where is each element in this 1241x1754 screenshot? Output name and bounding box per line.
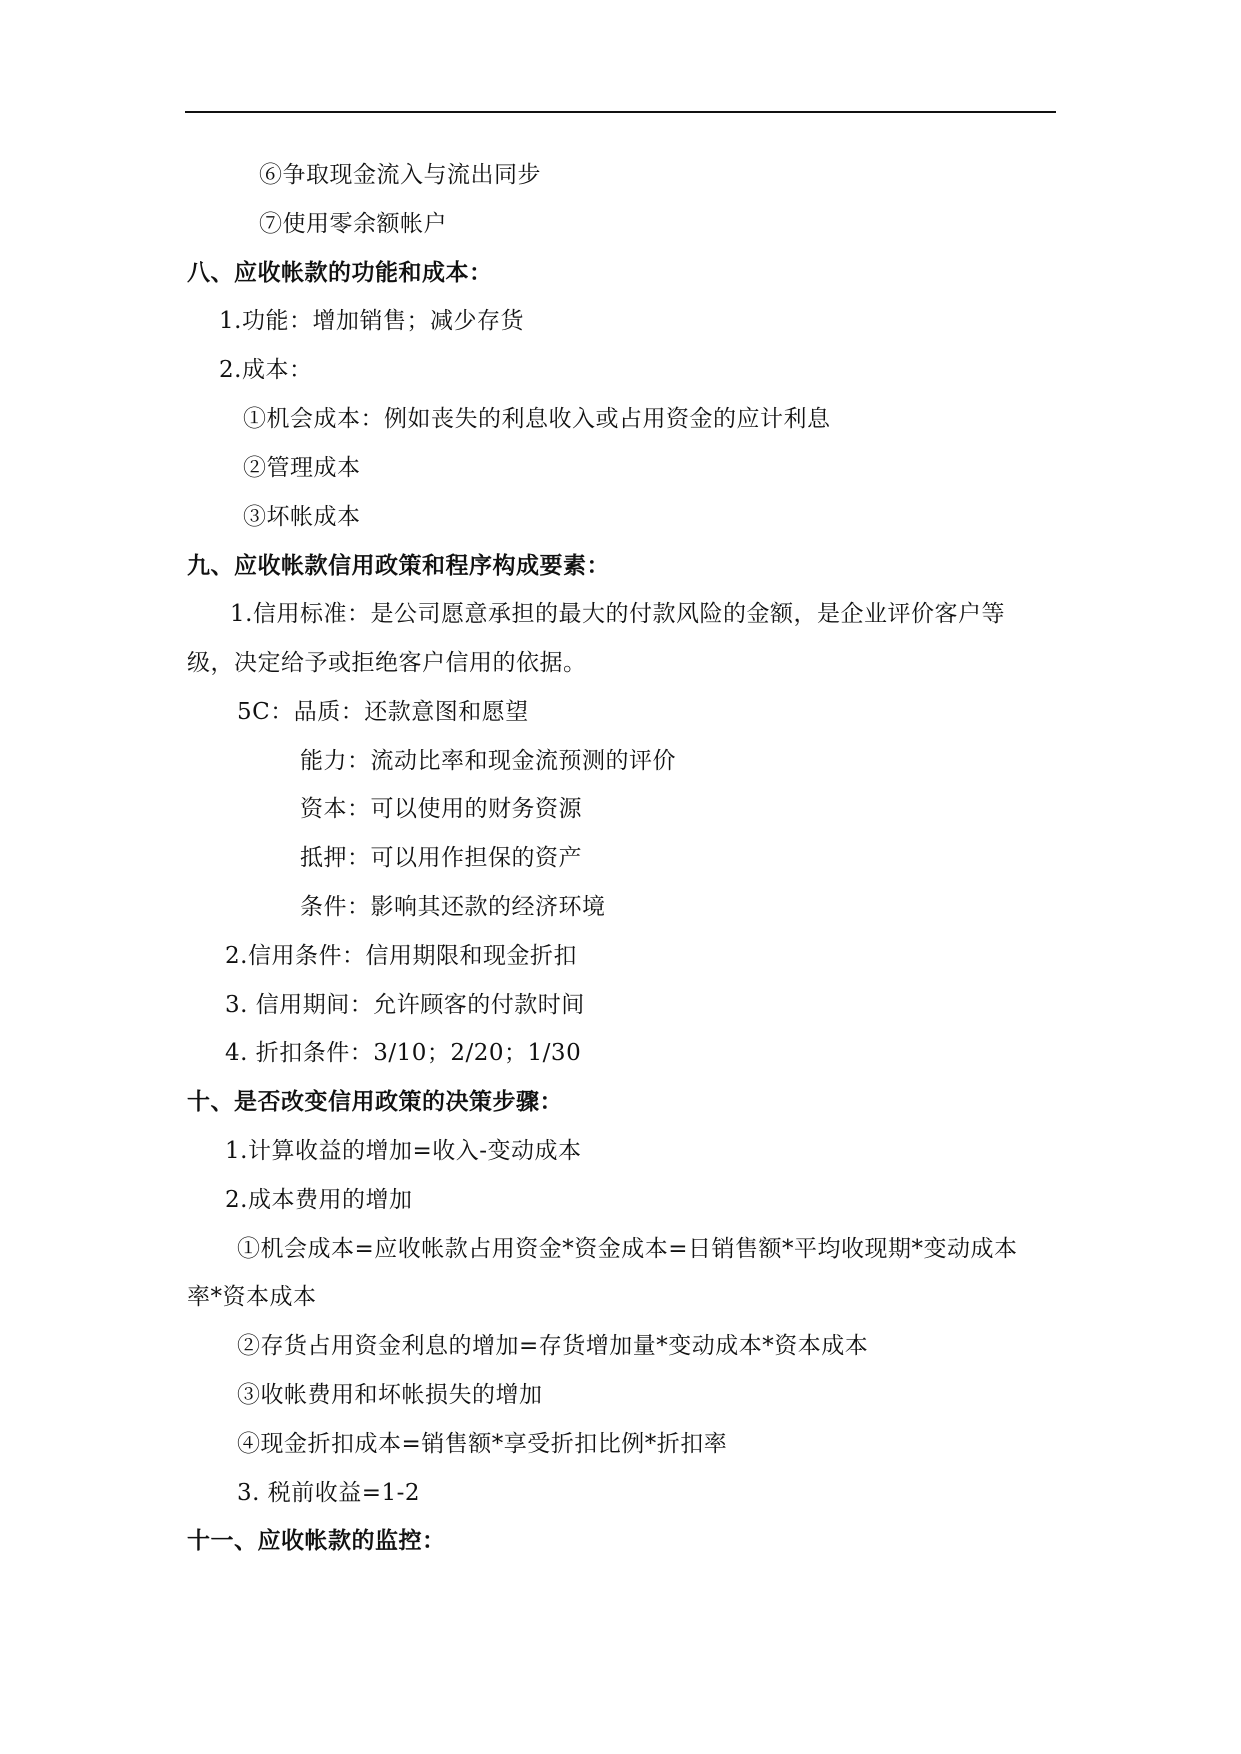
list-item: 4. 折扣条件：3/10；2/20；1/30: [225, 1040, 582, 1066]
list-item: 3. 信用期间：允许顾客的付款时间: [225, 992, 585, 1018]
paragraph-line: 1.信用标准：是公司愿意承担的最大的付款风险的金额，是企业评价客户等: [230, 601, 1005, 627]
list-item: 条件：影响其还款的经济环境: [300, 894, 606, 920]
list-item: ⑥争取现金流入与流出同步: [259, 162, 541, 188]
list-item: 能力：流动比率和现金流预测的评价: [300, 748, 676, 774]
section-heading: 八、应收帐款的功能和成本：: [187, 259, 493, 286]
list-item: 3. 税前收益=1-2: [237, 1480, 421, 1506]
section-heading: 十一、应收帐款的监控：: [187, 1527, 446, 1554]
list-item: 2.信用条件：信用期限和现金折扣: [225, 943, 577, 969]
list-item: ②存货占用资金利息的增加=存货增加量*变动成本*资本成本: [237, 1333, 869, 1359]
paragraph-line: 级，决定给予或拒绝客户信用的依据。: [187, 650, 587, 676]
list-item: ②管理成本: [243, 455, 361, 481]
list-item: 资本：可以使用的财务资源: [300, 796, 582, 822]
list-item: ⑦使用零余额帐户: [259, 211, 447, 237]
list-item: ①机会成本：例如丧失的利息收入或占用资金的应计利息: [243, 406, 831, 432]
section-heading: 九、应收帐款信用政策和程序构成要素：: [187, 552, 610, 579]
list-item: 2.成本：: [219, 357, 313, 383]
header-rule: [185, 111, 1056, 113]
list-item: ③收帐费用和坏帐损失的增加: [237, 1382, 543, 1408]
list-item: ④现金折扣成本=销售额*享受折扣比例*折扣率: [237, 1431, 728, 1457]
list-item: 1.功能：增加销售；减少存货: [219, 308, 524, 334]
list-item: 1.计算收益的增加=收入-变动成本: [225, 1138, 582, 1164]
list-item: 抵押：可以用作担保的资产: [300, 845, 582, 871]
paragraph-line: ①机会成本=应收帐款占用资金*资金成本=日销售额*平均收现期*变动成本: [237, 1236, 1018, 1262]
section-heading: 十、是否改变信用政策的决策步骤：: [187, 1088, 563, 1115]
list-item: 2.成本费用的增加: [225, 1187, 413, 1213]
paragraph-line: 率*资本成本: [187, 1284, 317, 1310]
list-item: 5C：品质：还款意图和愿望: [237, 699, 529, 725]
list-item: ③坏帐成本: [243, 504, 361, 530]
